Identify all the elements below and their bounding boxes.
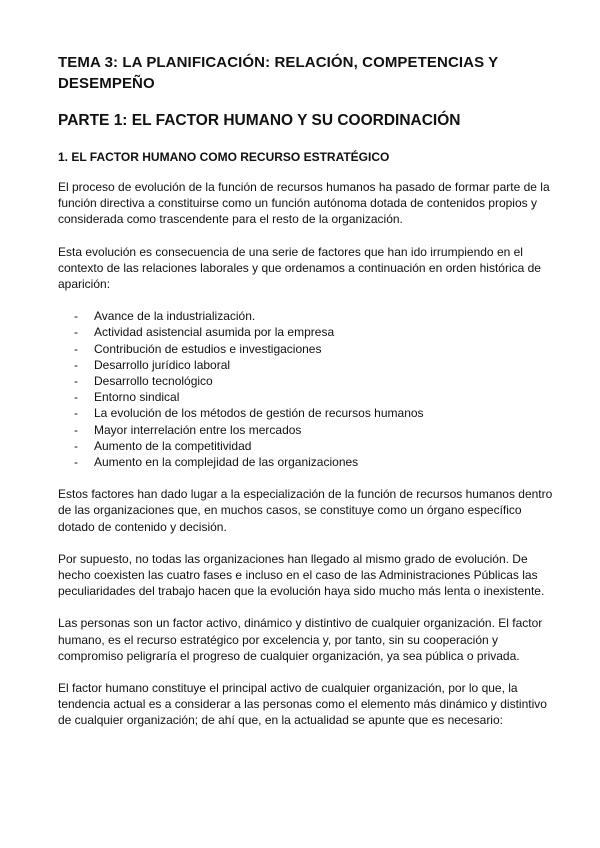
- list-dash: -: [74, 309, 78, 324]
- list-dash: -: [74, 390, 78, 405]
- list-item-text: Contribución de estudios e investigaciones: [94, 341, 322, 356]
- paragraph-human-asset: El factor humano constituye el principal activo de cualquier organización, por lo que, la tendencia actual es a considerar a las personas como el elemento más dinámico y distintivo de cualquier organización; de ahí que, en la actualidad se apunte que es necesario:: [58, 681, 547, 728]
- list-dash: -: [74, 325, 78, 340]
- list-item-text: Actividad asistencial asumida por la empresa: [94, 325, 335, 340]
- list-item-text: Desarrollo jurídico laboral: [94, 357, 231, 372]
- paragraph-specialization: Estos factores han dado lugar a la especialización de la función de recursos humanos dentro de las organizaciones que, en muchos casos, se constituye como un órgano específico dotado de contenido y decisión.: [58, 487, 553, 534]
- list-item-text: Entorno sindical: [94, 390, 180, 405]
- paragraph-intro: El proceso de evolución de la función de recursos humanos ha pasado de formar parte de la función directiva a constituirse como un función autónoma dotada de contenidos propios y considerada como trascendente para el resto de la organización.: [58, 180, 550, 227]
- list-item-text: La evolución de los métodos de gestión de recursos humanos: [94, 406, 424, 421]
- factors-list: [58, 308, 554, 470]
- list-item-text: Avance de la industrialización.: [94, 309, 256, 324]
- paragraph-evolution-degree: Por supuesto, no todas las organizaciones han llegado al mismo grado de evolución. De hecho coexisten las cuatro fases e incluso en el caso de las Administraciones Públicas las peculiaridades del trabajo hacen que la evolución haya sido mucho más lenta o inexistente.: [58, 551, 545, 599]
- list-item: [58, 389, 554, 405]
- list-dash: -: [74, 422, 78, 437]
- list-dash: -: [74, 374, 78, 389]
- list-item-text: Mayor interrelación entre los mercados: [94, 422, 302, 437]
- list-dash: -: [74, 438, 78, 453]
- list-dash: -: [74, 341, 78, 356]
- paragraph-people-factor: Las personas son un factor activo, dinámico y distintivo de cualquier organización. El factor humano, es el recurso estratégico por excelencia y, por tanto, sin su cooperación y compromiso peligraría el progreso de cualquier organización, ya sea pública o privada.: [58, 616, 543, 663]
- document-page: [58, 52, 554, 745]
- document-title: TEMA 3: LA PLANIFICACIÓN: RELACIÓN, COMPETENCIAS Y DESEMPEÑO: [58, 54, 499, 92]
- list-item: [58, 422, 554, 438]
- part-heading: PARTE 1: EL FACTOR HUMANO Y SU COORDINACIÓN: [58, 112, 461, 129]
- list-item: [58, 308, 554, 324]
- list-dash: -: [74, 455, 78, 470]
- list-item-text: Aumento de la competitividad: [94, 438, 252, 453]
- section-heading: 1. EL FACTOR HUMANO COMO RECURSO ESTRATÉGICO: [58, 150, 390, 164]
- list-item-text: Desarrollo tecnológico: [94, 374, 213, 389]
- list-item: [58, 324, 554, 340]
- paragraph-factors-intro: Esta evolución es consecuencia de una serie de factores que han ido irrumpiendo en el contexto de las relaciones laborales y que ordenamos a continuación en orden histórica de aparición:: [58, 244, 541, 292]
- list-item: [58, 373, 554, 389]
- list-dash: -: [74, 406, 78, 421]
- list-item: [58, 405, 554, 421]
- list-item: [58, 357, 554, 373]
- list-item-text: Aumento en la complejidad de las organizaciones: [94, 455, 359, 470]
- list-dash: -: [74, 357, 78, 372]
- list-item: [58, 341, 554, 357]
- list-item: [58, 454, 554, 470]
- list-item: [58, 438, 554, 454]
